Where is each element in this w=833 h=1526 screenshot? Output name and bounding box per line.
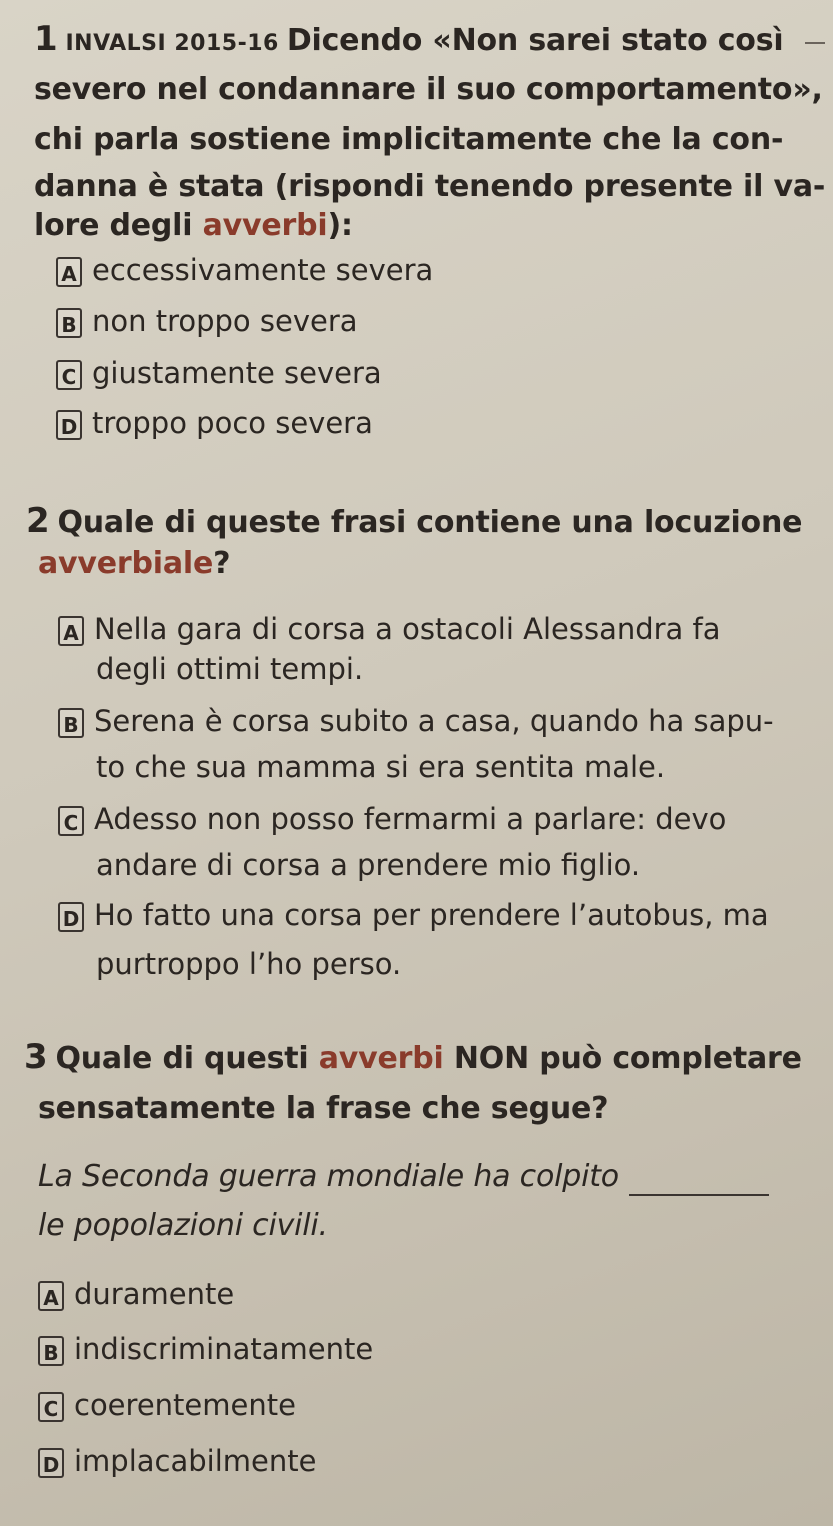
q2-option-d-line-1: Ho fatto una corsa per prendere l’autobus, ma <box>94 898 769 932</box>
margin-rule <box>805 42 825 44</box>
q3-sentence-line-2: le popolazioni civili. <box>38 1208 328 1243</box>
q1-line-5-post: ): <box>327 208 353 243</box>
q3-blank <box>629 1166 769 1196</box>
q2-option-b[interactable] <box>58 702 774 740</box>
q1-avverbi-highlight: avverbi <box>202 208 328 243</box>
q3-option-c-letter: C <box>38 1392 64 1422</box>
q2-avverbiale-highlight: avverbiale <box>38 546 214 581</box>
q1-option-c[interactable] <box>56 354 382 392</box>
q3-option-c[interactable] <box>38 1386 296 1424</box>
q1-line-5-pre: lore degli <box>34 208 203 243</box>
q3-line-1-pre: Quale di questi <box>55 1041 319 1076</box>
q1-option-c-text: giustamente severa <box>92 356 382 390</box>
q2-option-b-line-1: Serena è corsa subito a casa, quando ha sapu- <box>94 704 774 738</box>
q3-option-a[interactable] <box>38 1275 234 1313</box>
q3-line-1 <box>24 1038 802 1078</box>
q1-option-b-letter: B <box>56 308 82 338</box>
q2-option-b-letter: B <box>58 708 84 738</box>
q3-option-a-letter: A <box>38 1281 64 1311</box>
q3-option-b[interactable] <box>38 1330 373 1368</box>
q3-avverbi-highlight: avverbi <box>318 1041 444 1076</box>
q1-line-2: severo nel condannare il suo comportamento», <box>34 72 823 107</box>
q3-option-d-text: implacabilmente <box>74 1444 317 1478</box>
q2-option-c[interactable] <box>58 800 726 838</box>
q1-text-1: Dicendo «Non sarei stato così <box>286 23 784 58</box>
q2-number: 2 <box>26 501 50 541</box>
q1-line-1 <box>34 20 783 63</box>
q1-line-5 <box>34 207 353 245</box>
q1-option-d[interactable] <box>56 404 373 442</box>
q2-line-2-post: ? <box>213 546 231 581</box>
q2-line-2 <box>38 545 230 583</box>
q1-option-a-text: eccessivamente severa <box>92 253 434 287</box>
q1-option-d-letter: D <box>56 410 82 440</box>
q3-option-a-text: duramente <box>74 1277 235 1311</box>
q3-option-b-text: indiscriminatamente <box>74 1332 374 1366</box>
q1-number: 1 <box>34 19 58 59</box>
q1-option-b[interactable] <box>56 302 358 340</box>
q1-option-c-letter: C <box>56 360 82 390</box>
q2-text-1: Quale di queste frasi contiene una locuzione <box>57 505 803 540</box>
q3-option-d-letter: D <box>38 1448 64 1478</box>
q2-option-b-line-2: to che sua mamma si era sentita male. <box>96 750 666 784</box>
q3-option-d[interactable] <box>38 1442 316 1480</box>
q1-option-a-letter: A <box>56 257 82 287</box>
q3-sentence-line-1 <box>38 1158 769 1196</box>
q3-line-1-post: NON può completare <box>443 1041 802 1076</box>
q3-line-2: sensatamente la frase che segue? <box>38 1091 609 1126</box>
q3-option-c-text: coerentemente <box>74 1388 296 1422</box>
q3-number: 3 <box>24 1037 48 1077</box>
q1-line-4: danna è stata (rispondi tenendo presente il va- <box>34 169 826 204</box>
q2-option-a-letter: A <box>58 616 84 646</box>
q2-option-a[interactable] <box>58 610 721 648</box>
q2-option-c-letter: C <box>58 806 84 836</box>
q1-line-3: chi parla sostiene implicitamente che la con- <box>34 122 784 157</box>
q1-option-d-text: troppo poco severa <box>92 406 373 440</box>
q2-option-a-line-2: degli ottimi tempi. <box>96 652 364 686</box>
q3-option-b-letter: B <box>38 1336 64 1366</box>
q2-option-d-line-2: purtroppo l’ho perso. <box>96 947 402 981</box>
q2-option-d[interactable] <box>58 896 769 934</box>
q2-option-a-line-1: Nella gara di corsa a ostacoli Alessandra fa <box>94 612 721 646</box>
q3-sentence-text-1: La Seconda guerra mondiale ha colpito <box>38 1159 619 1194</box>
q1-source: INVALSI 2015-16 <box>65 31 279 56</box>
q2-option-c-line-1: Adesso non posso fermarmi a parlare: devo <box>94 802 727 836</box>
q2-option-c-line-2: andare di corsa a prendere mio figlio. <box>96 848 641 882</box>
q2-line-1 <box>26 502 802 542</box>
q2-option-d-letter: D <box>58 902 84 932</box>
q1-option-b-text: non troppo severa <box>92 304 358 338</box>
q1-option-a[interactable] <box>56 251 433 289</box>
